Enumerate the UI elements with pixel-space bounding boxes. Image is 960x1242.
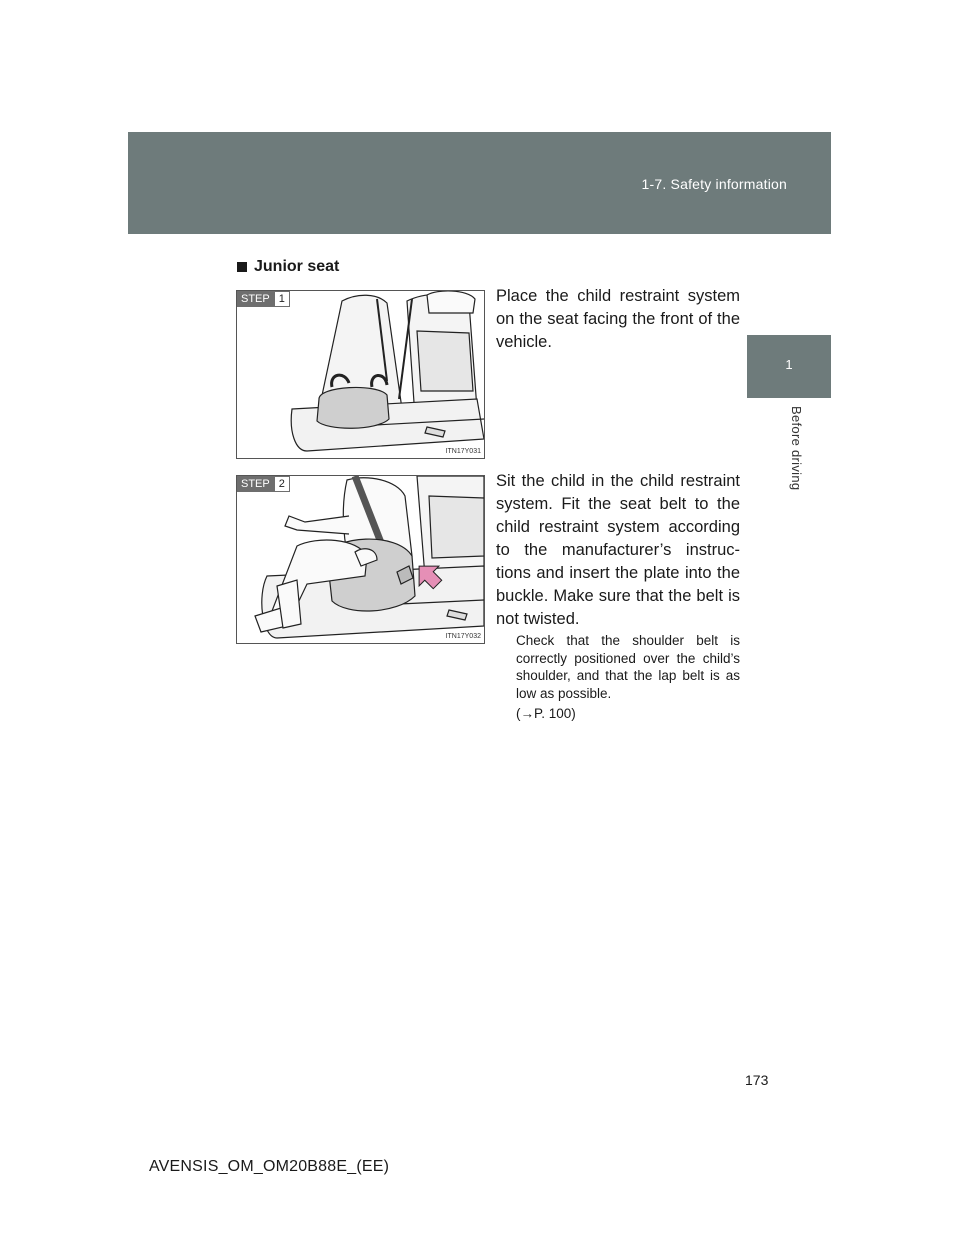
step-badge (237, 476, 290, 492)
figure-step-2 (236, 475, 485, 644)
child-in-seat-illustration (237, 476, 484, 643)
chapter-number: 1 (785, 357, 793, 372)
step-badge-label: STEP (237, 291, 274, 307)
figure-code: ITN17Y031 (445, 448, 481, 455)
step-badge-number: 1 (274, 291, 290, 307)
square-bullet-icon (237, 262, 247, 272)
page-reference: (→P. 100) (516, 706, 576, 721)
page-number: 173 (745, 1072, 769, 1088)
header-band (128, 132, 831, 234)
step-2-text: Sit the child in the child restraint system. Fit the seat belt to the child restraint system according to the manufacturer’s instruc-tions and insert the plate into the buckle. Make sure that the belt is not twisted. (496, 472, 740, 628)
step-badge (237, 291, 290, 307)
figure-code: ITN17Y032 (445, 633, 481, 640)
section-heading (237, 258, 339, 276)
chapter-label: Before driving (789, 406, 804, 491)
chapter-tab (747, 335, 831, 398)
junior-seat-illustration (237, 291, 484, 458)
step-badge-label: STEP (237, 476, 274, 492)
document-code: AVENSIS_OM_OM20B88E_(EE) (149, 1158, 390, 1175)
section-heading-text: Junior seat (254, 258, 340, 275)
step-badge-number: 2 (274, 476, 290, 492)
step-1-text: Place the child restraint system on the seat facing the front of the vehicle. (496, 287, 740, 351)
header-title: 1-7. Safety information (641, 176, 787, 192)
step-2-note: Check that the shoulder belt is correctly positioned over the child’s shoulder, and that the lap belt is as low as possible. (516, 633, 740, 701)
figure-step-1 (236, 290, 485, 459)
